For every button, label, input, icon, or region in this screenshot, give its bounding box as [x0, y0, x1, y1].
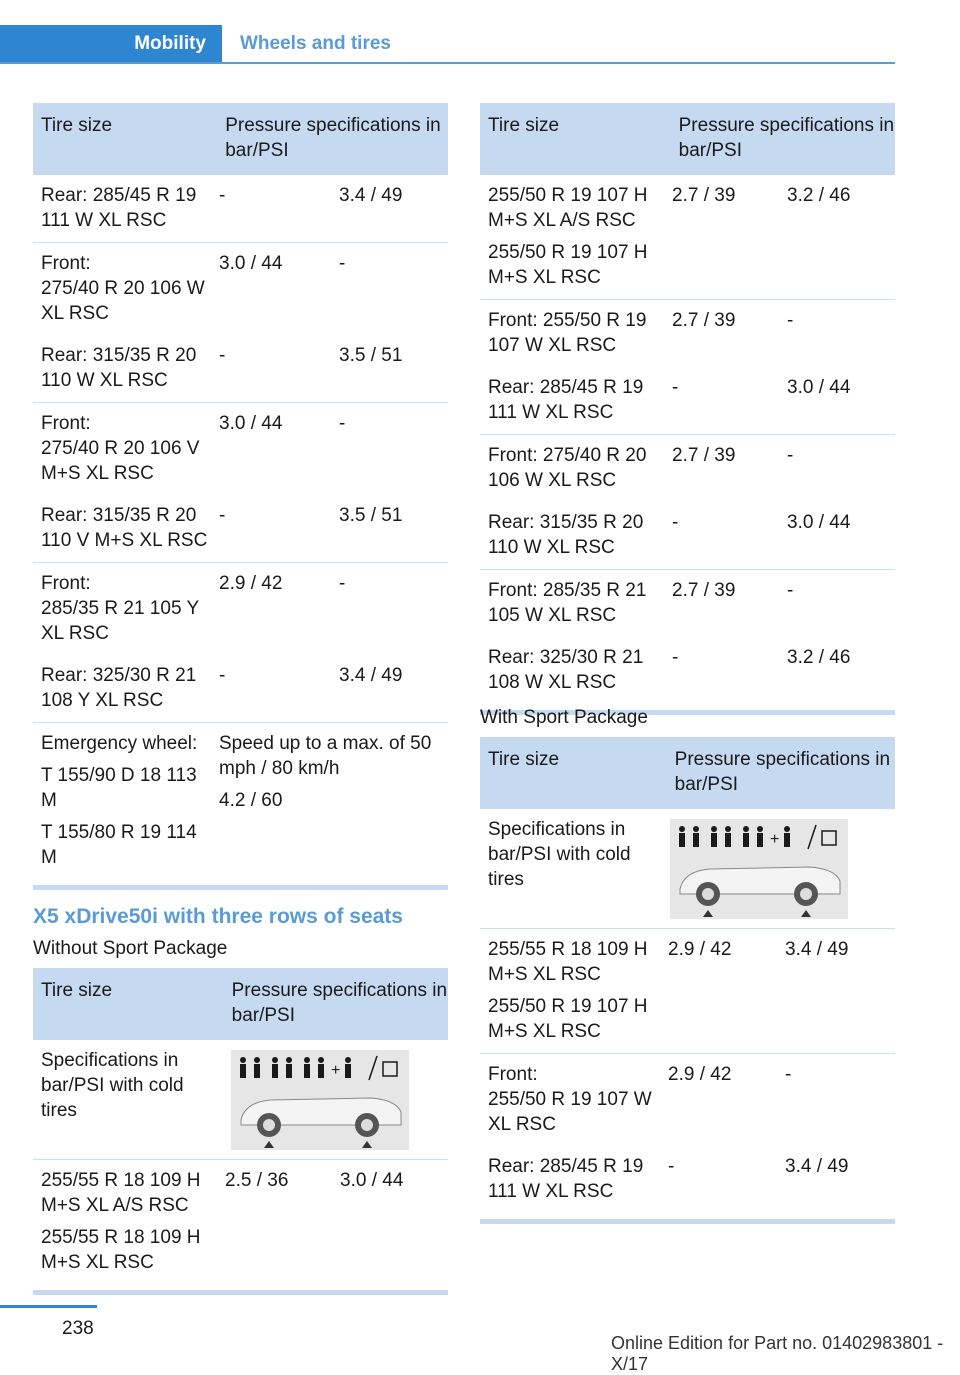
emergency-size-2: T 155/80 R 19 114 M [41, 822, 197, 868]
table-row-spec [33, 1040, 448, 1160]
cell-front: 2.7 / 39 [672, 445, 736, 466]
cell-rear: 3.4 / 49 [339, 185, 403, 206]
cell-front: - [219, 345, 226, 366]
cell-front: 3.0 / 44 [219, 253, 283, 274]
table-row [33, 563, 448, 655]
page-number: 238 [62, 1318, 94, 1339]
cell-front: - [668, 1156, 675, 1177]
cell-size: Rear: 285/45 R 19 111 W XL RSC [488, 1156, 644, 1202]
cell-rear: 3.4 / 49 [785, 939, 849, 960]
table-row [480, 929, 895, 1054]
table-row [480, 502, 895, 570]
cell-size: Front: 275/40 R 20 106 W XL RSC [41, 253, 205, 324]
cell-rear: - [339, 413, 346, 434]
cell-rear: 3.0 / 44 [340, 1170, 404, 1191]
cell-front: 3.0 / 44 [219, 413, 283, 434]
table-row [480, 570, 895, 637]
cell-front: 2.9 / 42 [668, 1064, 732, 1085]
cell-size: Front: 285/35 R 21 105 W XL RSC [488, 580, 647, 626]
col-pressure: Pressure specifications in bar/PSI [678, 115, 895, 161]
svg-text:+: + [331, 1062, 341, 1079]
cell-size: Front: 275/40 R 20 106 V M+S XL RSC [41, 413, 200, 484]
size-variant-1: 255/50 R 19 107 H M+S XL A/S RSC [488, 185, 648, 231]
table-row [33, 175, 448, 243]
cell-size: Rear: 325/30 R 21 108 W XL RSC [488, 647, 644, 693]
cell-rear: 3.4 / 49 [785, 1156, 849, 1177]
cell-front: 2.7 / 39 [672, 185, 736, 206]
size-variant-2: 255/50 R 19 107 H M+S XL RSC [488, 996, 648, 1042]
car-side-load-icon [231, 1050, 409, 1150]
cell-size: Front: 285/35 R 21 105 Y XL RSC [41, 573, 199, 644]
col-pressure: Pressure specifications in bar/PSI [674, 749, 891, 795]
left-pressure-table [33, 103, 448, 890]
cell-size [480, 183, 664, 290]
edition-note: Online Edition for Part no. 01402983801 - X/17 [611, 1333, 944, 1374]
table-row [33, 495, 448, 563]
table-row [33, 403, 448, 495]
table-header [480, 103, 895, 175]
table-row [480, 300, 895, 367]
emergency-label: Emergency wheel: [41, 733, 198, 754]
cell-front: 2.9 / 42 [668, 939, 732, 960]
cell-rear: - [785, 1064, 792, 1085]
col-tire-size: Tire size [41, 115, 113, 136]
col-pressure: Pressure specifications in bar/PSI [225, 115, 441, 161]
col-pressure: Pressure specifications in bar/PSI [231, 980, 448, 1026]
table-end-bar [480, 1219, 895, 1224]
cell-rear: - [787, 310, 794, 331]
table-row [480, 367, 895, 435]
car-side-load-icon [670, 819, 848, 919]
table-end-bar [33, 885, 448, 890]
tab-mobility-label: Mobility [134, 33, 206, 54]
cell-rear: - [787, 445, 794, 466]
cell-load-diagram [660, 817, 895, 919]
table-row [480, 1146, 895, 1213]
cell-spec-label: Specifications in bar/PSI with cold tires [488, 819, 631, 890]
size-variant-2: 255/50 R 19 107 H M+S XL RSC [488, 242, 648, 288]
table-row-emergency [33, 723, 448, 879]
table-row [33, 243, 448, 335]
cell-rear: - [339, 253, 346, 274]
cell-rear: 3.4 / 49 [339, 665, 403, 686]
table-header [33, 968, 448, 1040]
cell-size: Rear: 325/30 R 21 108 Y XL RSC [41, 665, 197, 711]
cell-front: - [672, 647, 679, 668]
emergency-size-1: T 155/90 D 18 113 M [41, 765, 197, 811]
cell-size: Rear: 285/45 R 19 111 W XL RSC [488, 377, 644, 423]
cell-rear: - [787, 580, 794, 601]
cell-front: 2.5 / 36 [225, 1170, 289, 1191]
cell-front: - [219, 185, 226, 206]
cell-size: Front: 255/50 R 19 107 W XL RSC [488, 1064, 652, 1135]
table-row [33, 335, 448, 403]
cell-rear: - [339, 573, 346, 594]
cell-size [33, 1168, 217, 1275]
cell-emergency-size [33, 731, 211, 870]
emergency-speed: Speed up to a max. of 50 mph / 80 km/h [219, 733, 432, 779]
header-tabbar [0, 25, 895, 64]
size-variant-2: 255/55 R 18 109 H M+S XL RSC [41, 1227, 201, 1273]
table-header [480, 737, 895, 809]
seven-persons-luggage-icon [240, 1057, 351, 1079]
cell-rear: 3.2 / 46 [787, 647, 851, 668]
cell-rear: 3.0 / 44 [787, 377, 851, 398]
emergency-pressure: 4.2 / 60 [219, 790, 283, 811]
cell-load-diagram [217, 1048, 448, 1150]
cell-front: 2.7 / 39 [672, 580, 736, 601]
cell-size: Rear: 315/35 R 20 110 W XL RSC [488, 512, 644, 558]
cell-size: Front: 255/50 R 19 107 W XL RSC [488, 310, 647, 356]
svg-text:+: + [770, 831, 780, 848]
cell-front: 2.9 / 42 [219, 573, 283, 594]
cell-size: Rear: 315/35 R 20 110 W XL RSC [41, 345, 197, 391]
table-row [480, 175, 895, 300]
cell-front: - [672, 512, 679, 533]
right-sport-table [480, 737, 895, 1224]
table-header [33, 103, 448, 175]
tab-wheels-and-tires[interactable]: Wheels and tires [240, 33, 391, 54]
cell-front: - [672, 377, 679, 398]
seven-persons-luggage-icon [679, 826, 790, 848]
table-row [33, 655, 448, 723]
cell-size: Rear: 285/45 R 19 111 W XL RSC [41, 185, 197, 231]
tab-mobility[interactable] [0, 25, 222, 62]
table-row [480, 1054, 895, 1146]
cell-front: - [219, 665, 226, 686]
col-tire-size: Tire size [488, 749, 560, 770]
cell-emergency-spec [211, 731, 448, 870]
cell-rear: 3.0 / 44 [787, 512, 851, 533]
cell-size [480, 937, 660, 1044]
cell-rear: 3.5 / 51 [339, 505, 403, 526]
cell-rear: 3.5 / 51 [339, 345, 403, 366]
cell-front: - [219, 505, 226, 526]
table-end-bar [33, 1290, 448, 1295]
cell-size: Rear: 315/35 R 20 110 V M+S XL RSC [41, 505, 208, 551]
table-row [480, 435, 895, 502]
cell-rear: 3.2 / 46 [787, 185, 851, 206]
footer-accent-line [0, 1305, 97, 1308]
right-pressure-table [480, 103, 895, 715]
left-three-row-table [33, 968, 448, 1295]
table-row-spec [480, 809, 895, 929]
size-variant-1: 255/55 R 18 109 H M+S XL RSC [488, 939, 648, 985]
col-tire-size: Tire size [488, 115, 560, 136]
table-row [480, 637, 895, 704]
section-subtitle: Without Sport Package [33, 938, 228, 959]
col-tire-size: Tire size [41, 980, 113, 1001]
right-subtitle: With Sport Package [480, 707, 648, 728]
cell-front: 2.7 / 39 [672, 310, 736, 331]
section-title: X5 xDrive50i with three rows of seats [33, 905, 403, 928]
cell-size: Front: 275/40 R 20 106 W XL RSC [488, 445, 647, 491]
cell-spec-label: Specifications in bar/PSI with cold tires [41, 1050, 184, 1121]
table-row [33, 1160, 448, 1284]
size-variant-1: 255/55 R 18 109 H M+S XL A/S RSC [41, 1170, 201, 1216]
